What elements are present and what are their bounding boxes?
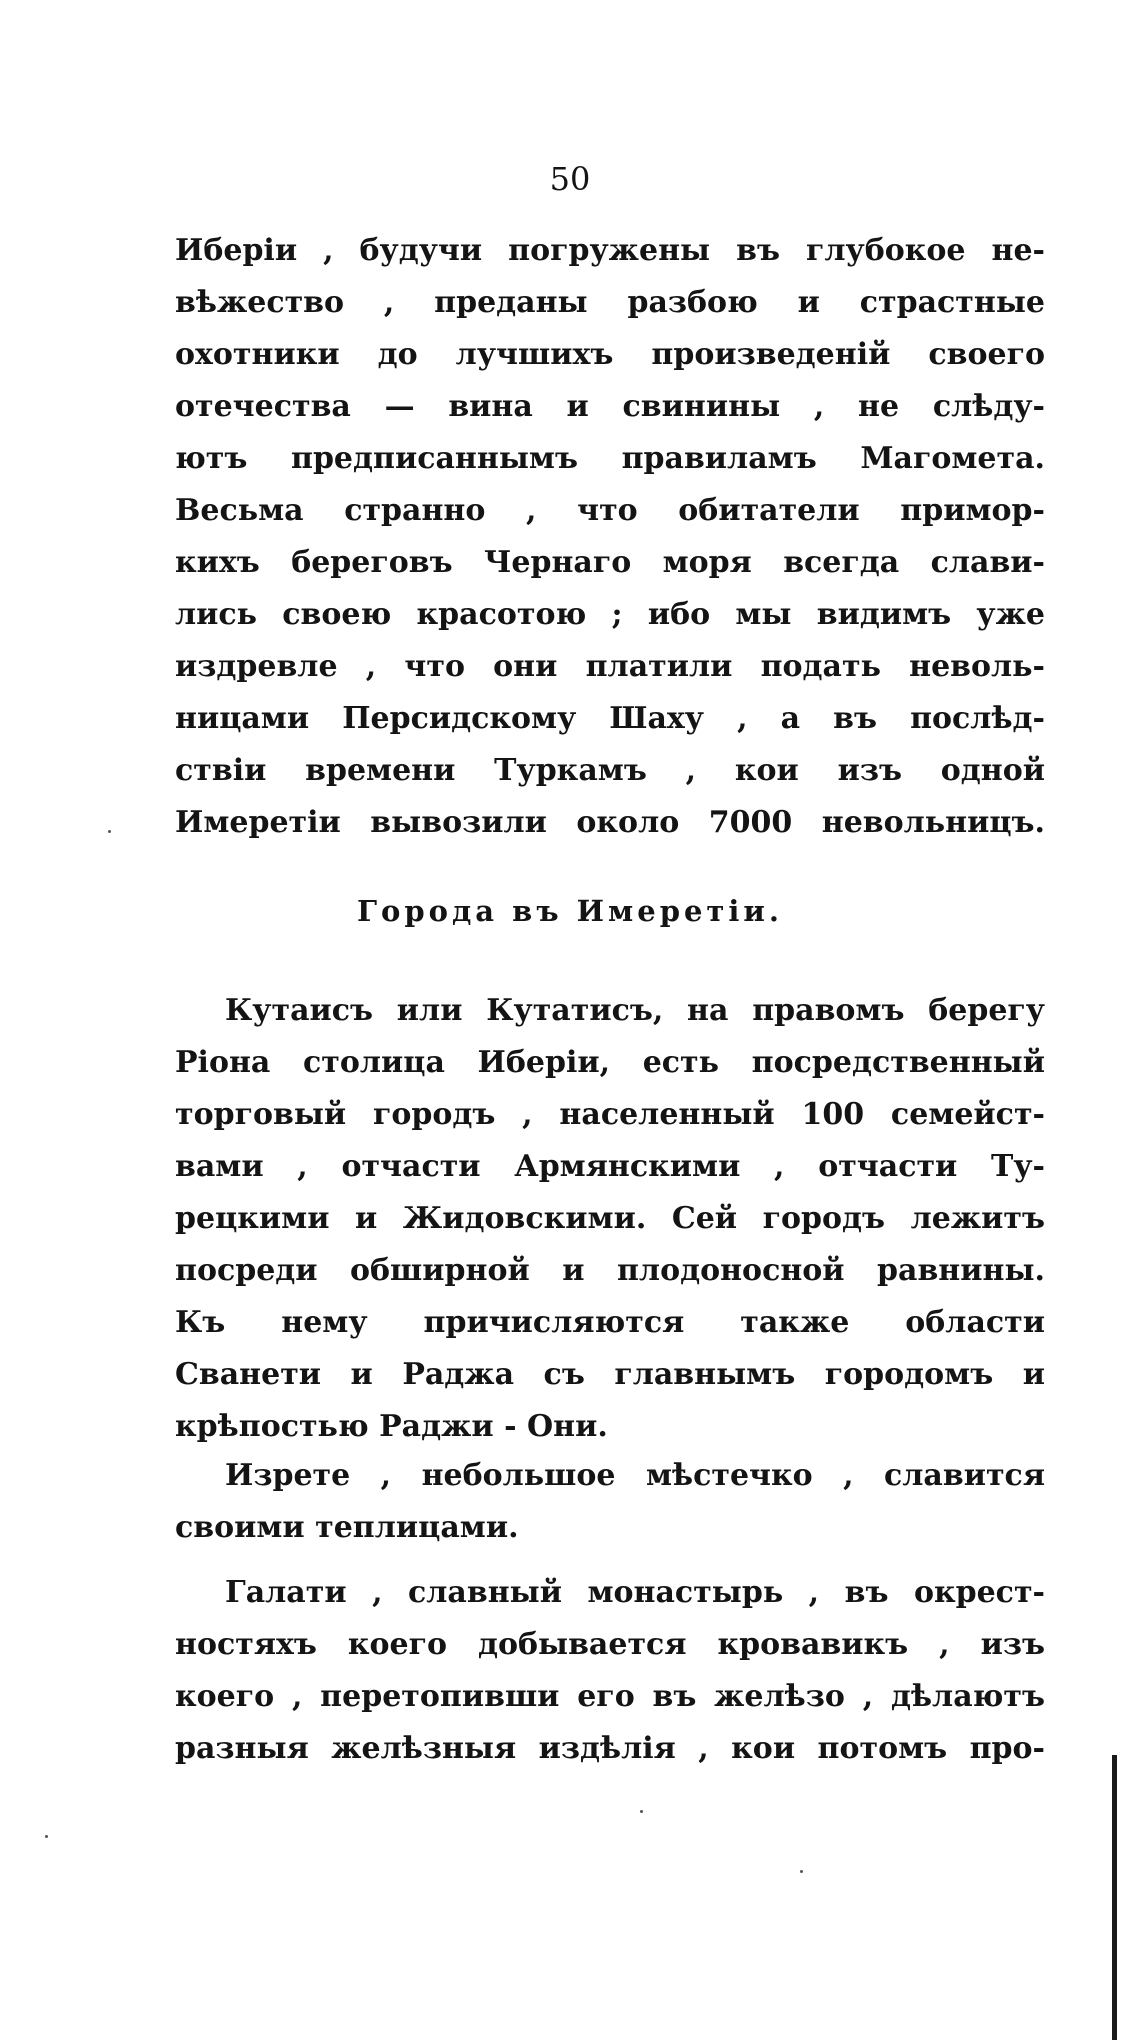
text-line: Сванети и Раджа съ главнымъ городомъ и bbox=[175, 1357, 1045, 1392]
text-line: Изрете , небольшое мѣстечко , славится bbox=[225, 1458, 1045, 1493]
text-line: своими теплицами. bbox=[175, 1510, 519, 1545]
page-number: 50 bbox=[549, 160, 591, 198]
text-line: торговый городъ , населенный 100 семейст- bbox=[175, 1097, 1045, 1132]
text-line: крѣпостью Раджи - Они. bbox=[175, 1409, 608, 1444]
text-line: ствіи времени Туркамъ , кои изъ одной bbox=[175, 753, 1045, 788]
section-heading: Города въ Имеретіи. bbox=[356, 894, 784, 928]
text-line: Имеретіи вывозили около 7000 невольницъ. bbox=[175, 805, 1045, 840]
paragraph-4 bbox=[175, 1567, 1045, 1775]
scan-speck bbox=[108, 830, 111, 833]
text-line: Ріона столица Иберіи, есть посредственный bbox=[175, 1045, 1045, 1080]
text-line: издревле , что они платили подать неволь- bbox=[175, 649, 1045, 684]
text-line: Кутаисъ или Кутатисъ, на правомъ берегу bbox=[225, 993, 1045, 1028]
paragraph-2 bbox=[175, 985, 1045, 1453]
text-line: ностяхъ коего добывается кровавикъ , изъ bbox=[175, 1627, 1045, 1662]
text-line: Галати , славный монастырь , въ окрест- bbox=[225, 1575, 1045, 1610]
text-line: вами , отчасти Армянскими , отчасти Ту- bbox=[175, 1149, 1045, 1184]
scan-speck bbox=[45, 1835, 48, 1838]
text-line: посреди обширной и плодоносной равнины. bbox=[175, 1253, 1045, 1288]
text-line: лись своею красотою ; ибо мы видимъ уже bbox=[175, 597, 1045, 632]
text-line: коего , перетопивши его въ желѣзо , дѣлаютъ bbox=[175, 1679, 1045, 1714]
scan-speck bbox=[640, 1810, 643, 1813]
text-line: вѣжество , преданы разбою и страстные bbox=[175, 285, 1045, 320]
text-line: Иберіи , будучи погружены въ глубокое не- bbox=[175, 233, 1045, 268]
paragraph-1 bbox=[175, 225, 1045, 849]
text-line: кихъ береговъ Чернаго моря всегда слави- bbox=[175, 545, 1045, 580]
text-line: разныя желѣзныя издѣлія , кои потомъ про- bbox=[175, 1731, 1045, 1766]
text-line: отечества — вина и свинины , не слѣду- bbox=[175, 389, 1045, 424]
text-line: ютъ предписаннымъ правиламъ Магомета. bbox=[175, 441, 1045, 476]
text-line: рецкими и Жидовскими. Сей городъ лежитъ bbox=[175, 1201, 1045, 1236]
scan-speck bbox=[800, 1870, 803, 1873]
text-line: Къ нему причисляются также области bbox=[175, 1305, 1045, 1340]
text-line: ницами Персидскому Шаху , а въ послѣд- bbox=[175, 701, 1045, 736]
paragraph-3 bbox=[175, 1450, 1045, 1554]
text-line: Весьма странно , что обитатели примор- bbox=[175, 493, 1045, 528]
page-edge-rule bbox=[1112, 1755, 1117, 2040]
text-line: охотники до лучшихъ произведеній своего bbox=[175, 337, 1045, 372]
